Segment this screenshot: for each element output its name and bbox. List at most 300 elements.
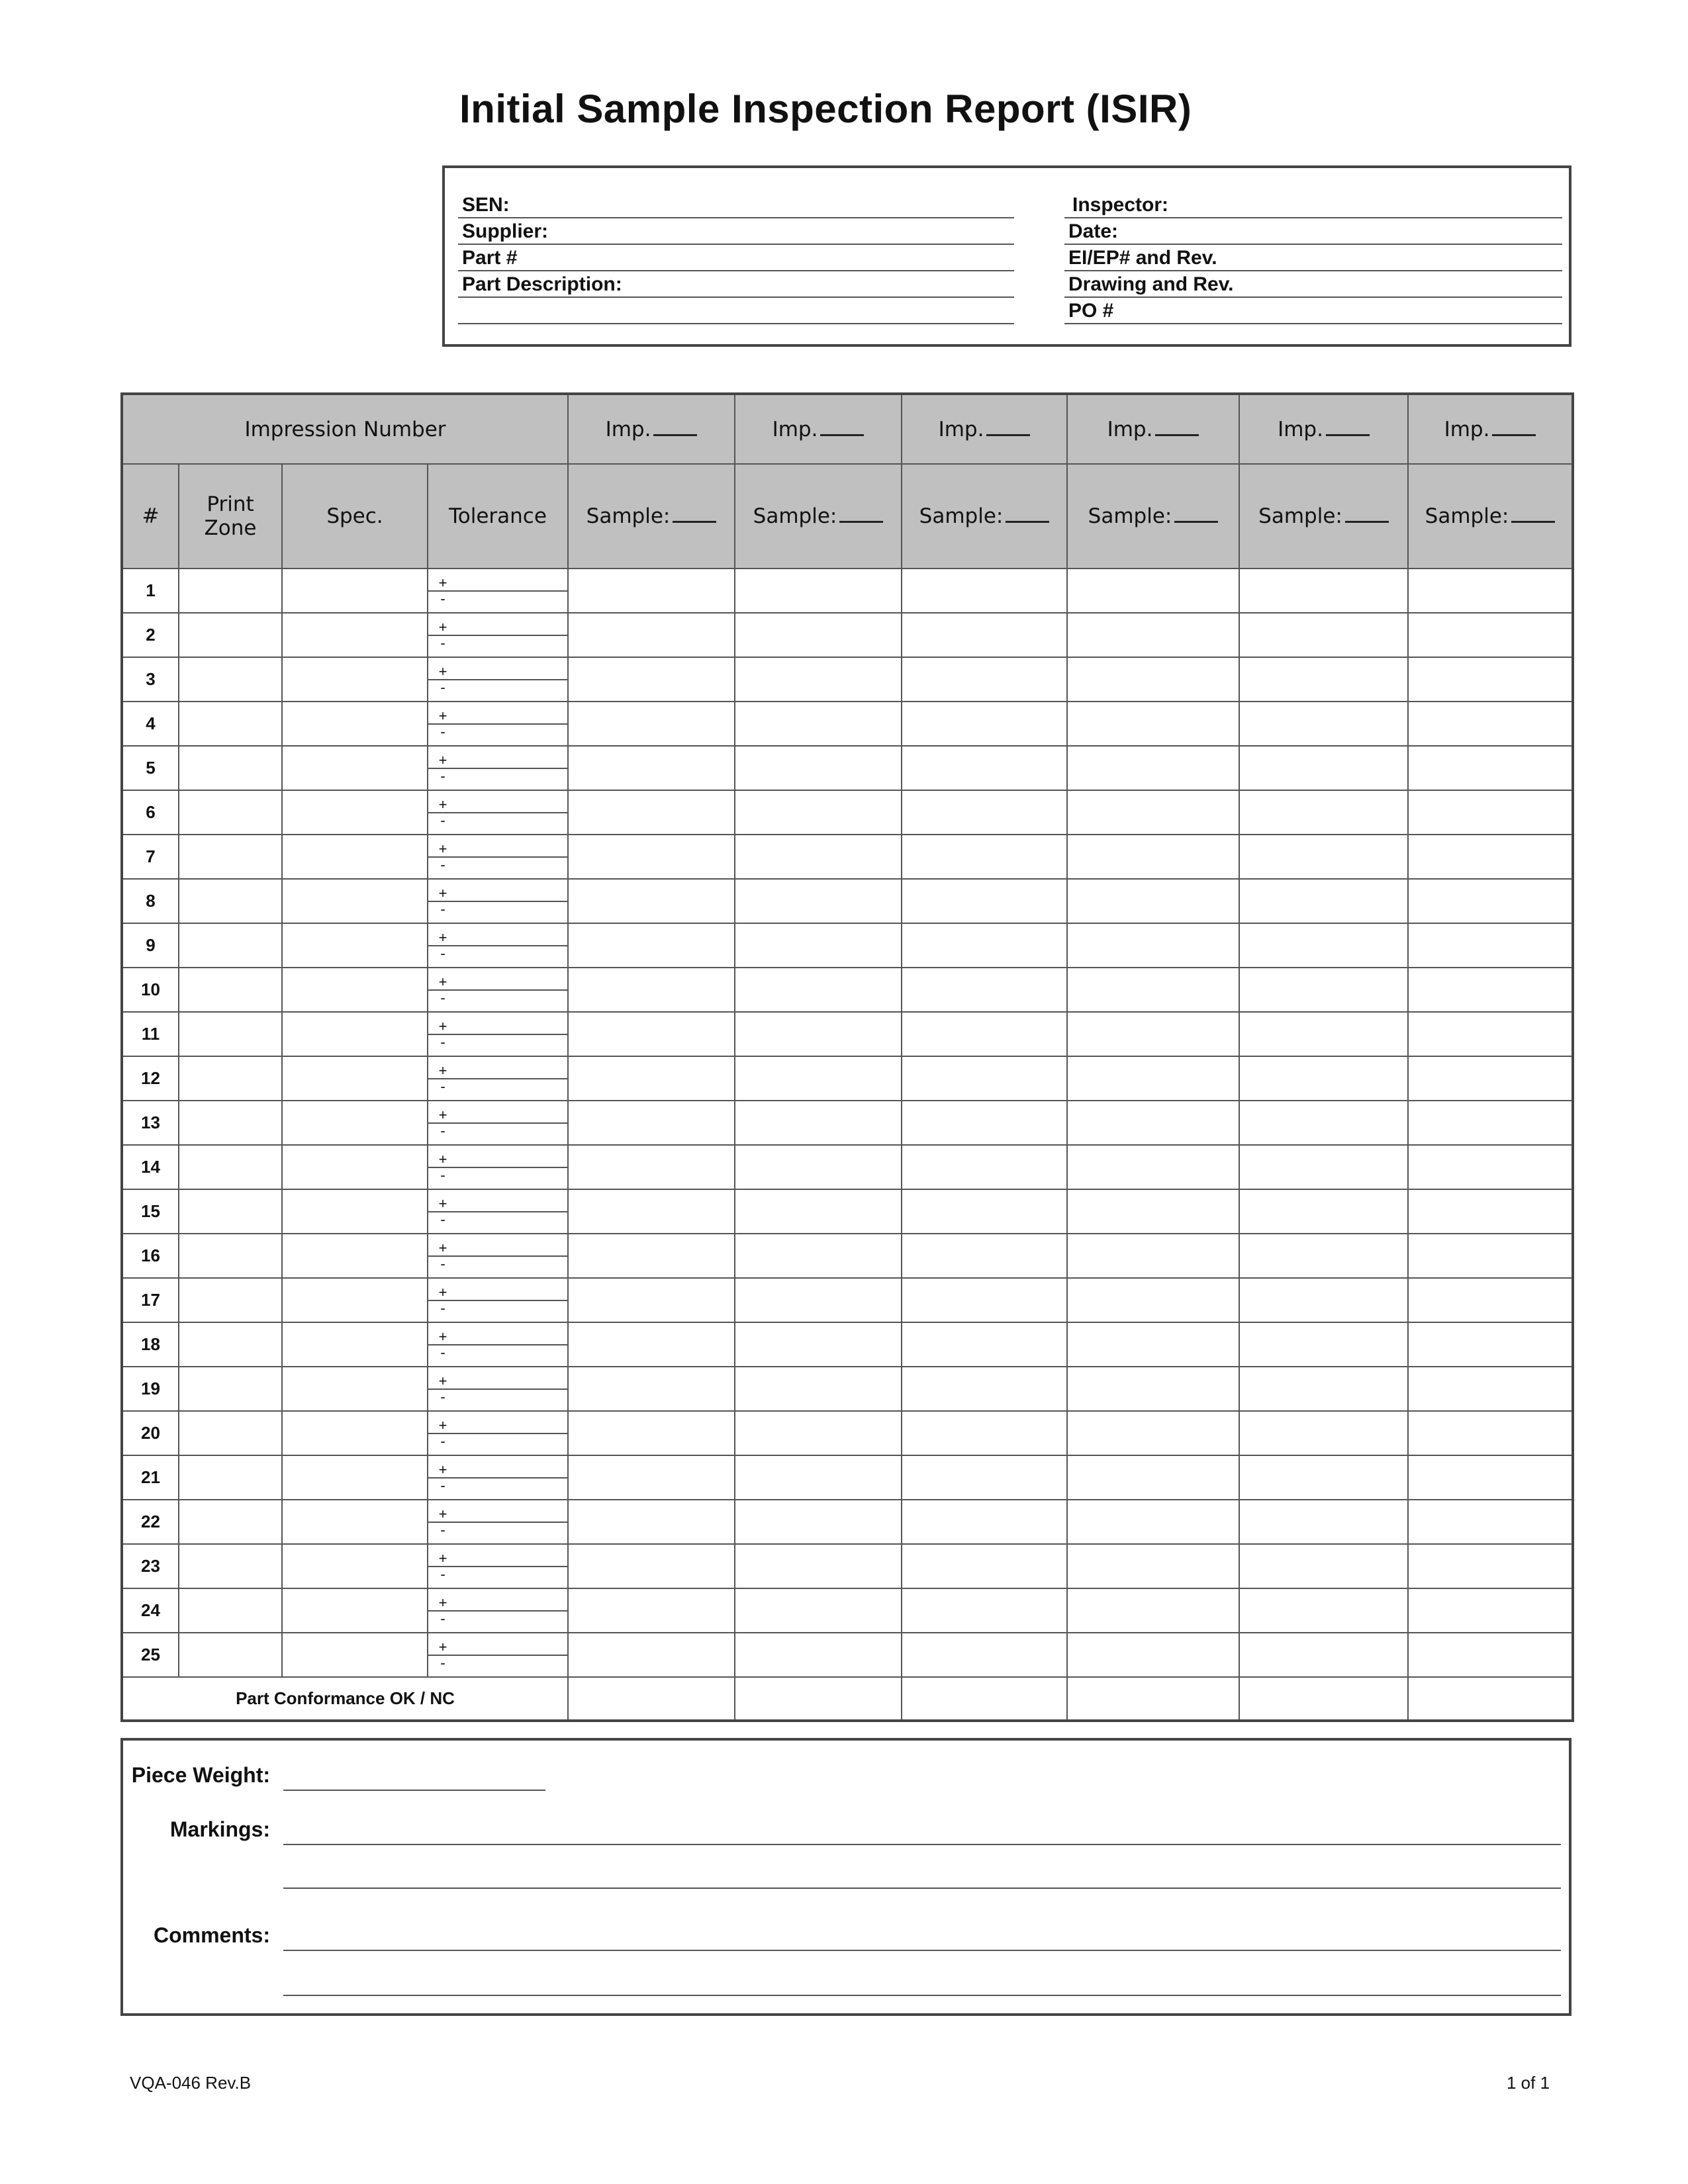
sample-cell[interactable] xyxy=(1067,879,1239,923)
date-field[interactable] xyxy=(1064,218,1562,245)
sample-cell[interactable] xyxy=(568,1500,735,1544)
sample-cell[interactable] xyxy=(1067,569,1239,613)
sample-cell[interactable] xyxy=(568,1012,735,1056)
sample-cell[interactable] xyxy=(1408,923,1573,968)
sample-cell[interactable] xyxy=(568,569,735,613)
plus-tolerance-input[interactable] xyxy=(457,975,567,990)
spec-cell[interactable] xyxy=(282,1322,428,1367)
sample-cell[interactable] xyxy=(735,1588,902,1633)
sample-cell[interactable] xyxy=(902,1588,1067,1633)
sample-cell[interactable] xyxy=(735,1367,902,1411)
imp-header-3[interactable] xyxy=(902,394,1067,464)
print-zone-cell[interactable] xyxy=(179,1056,282,1101)
sample-cell[interactable] xyxy=(902,879,1067,923)
sample-cell[interactable] xyxy=(902,1234,1067,1278)
sample-cell[interactable] xyxy=(735,1234,902,1278)
conformance-cell[interactable] xyxy=(568,1677,735,1721)
imp-header-5[interactable] xyxy=(1239,394,1408,464)
sample-cell[interactable] xyxy=(902,569,1067,613)
sample-cell[interactable] xyxy=(568,1278,735,1322)
sample-cell[interactable] xyxy=(1067,613,1239,657)
sample-cell[interactable] xyxy=(902,1500,1067,1544)
sample-cell[interactable] xyxy=(735,1322,902,1367)
sample-blank[interactable] xyxy=(1511,508,1555,523)
sample-cell[interactable] xyxy=(1067,968,1239,1012)
sample-cell[interactable] xyxy=(902,923,1067,968)
spec-cell[interactable] xyxy=(282,923,428,968)
sample-cell[interactable] xyxy=(902,1411,1067,1455)
sample-cell[interactable] xyxy=(1408,1278,1573,1322)
minus-tolerance-input[interactable] xyxy=(457,1167,567,1183)
print-zone-cell[interactable] xyxy=(179,923,282,968)
sample-cell[interactable] xyxy=(735,613,902,657)
sample-cell[interactable] xyxy=(1239,1278,1408,1322)
plus-tolerance-input[interactable] xyxy=(457,1507,567,1522)
print-zone-cell[interactable] xyxy=(179,1012,282,1056)
sample-cell[interactable] xyxy=(902,1189,1067,1234)
sample-cell[interactable] xyxy=(1239,1145,1408,1189)
sample-cell[interactable] xyxy=(902,1633,1067,1677)
sample-blank[interactable] xyxy=(839,508,883,523)
sample-cell[interactable] xyxy=(1239,1500,1408,1544)
sample-cell[interactable] xyxy=(1067,1322,1239,1367)
sen-field[interactable] xyxy=(458,192,1014,218)
print-zone-cell[interactable] xyxy=(179,1234,282,1278)
print-zone-cell[interactable] xyxy=(179,569,282,613)
spec-cell[interactable] xyxy=(282,1234,428,1278)
minus-tolerance-input[interactable] xyxy=(457,1655,567,1670)
sample-cell[interactable] xyxy=(1067,657,1239,702)
sample-cell[interactable] xyxy=(568,1234,735,1278)
minus-tolerance-input[interactable] xyxy=(457,680,567,695)
sample-cell[interactable] xyxy=(1408,702,1573,746)
sample-cell[interactable] xyxy=(1067,835,1239,879)
sample-cell[interactable] xyxy=(1408,1322,1573,1367)
sample-cell[interactable] xyxy=(1239,1322,1408,1367)
plus-tolerance-input[interactable] xyxy=(457,1152,567,1167)
sample-cell[interactable] xyxy=(1239,1012,1408,1056)
ei-ep-field[interactable] xyxy=(1064,245,1562,271)
print-zone-cell[interactable] xyxy=(179,1500,282,1544)
sample-cell[interactable] xyxy=(1408,1367,1573,1411)
sample-cell[interactable] xyxy=(568,1189,735,1234)
sample-cell[interactable] xyxy=(735,1145,902,1189)
plus-tolerance-input[interactable] xyxy=(457,1418,567,1433)
sample-cell[interactable] xyxy=(568,657,735,702)
print-zone-cell[interactable] xyxy=(179,1544,282,1588)
sample-header-3[interactable] xyxy=(902,464,1067,569)
minus-tolerance-input[interactable] xyxy=(457,1300,567,1316)
po-field[interactable] xyxy=(1064,298,1562,324)
imp-blank[interactable] xyxy=(820,421,864,436)
sample-cell[interactable] xyxy=(568,1056,735,1101)
plus-tolerance-input[interactable] xyxy=(457,1285,567,1300)
sample-cell[interactable] xyxy=(1239,790,1408,835)
sample-cell[interactable] xyxy=(1408,746,1573,790)
sample-cell[interactable] xyxy=(1067,923,1239,968)
print-zone-cell[interactable] xyxy=(179,879,282,923)
sample-cell[interactable] xyxy=(735,569,902,613)
plus-tolerance-input[interactable] xyxy=(457,753,567,768)
sample-cell[interactable] xyxy=(735,923,902,968)
sample-cell[interactable] xyxy=(1067,1056,1239,1101)
sample-header-4[interactable] xyxy=(1067,464,1239,569)
plus-tolerance-input[interactable] xyxy=(457,1640,567,1655)
print-zone-cell[interactable] xyxy=(179,1101,282,1145)
sample-cell[interactable] xyxy=(1239,923,1408,968)
plus-tolerance-input[interactable] xyxy=(457,886,567,901)
sample-cell[interactable] xyxy=(1408,1588,1573,1633)
sample-cell[interactable] xyxy=(1067,1012,1239,1056)
plus-tolerance-input[interactable] xyxy=(457,709,567,724)
sample-cell[interactable] xyxy=(902,1056,1067,1101)
print-zone-cell[interactable] xyxy=(179,1455,282,1500)
sample-cell[interactable] xyxy=(568,1544,735,1588)
sample-header-5[interactable] xyxy=(1239,464,1408,569)
spec-cell[interactable] xyxy=(282,968,428,1012)
minus-tolerance-input[interactable] xyxy=(457,990,567,1005)
print-zone-cell[interactable] xyxy=(179,1411,282,1455)
sample-cell[interactable] xyxy=(1408,613,1573,657)
sample-cell[interactable] xyxy=(568,1455,735,1500)
sample-cell[interactable] xyxy=(735,1189,902,1234)
sample-cell[interactable] xyxy=(1067,1278,1239,1322)
conformance-cell[interactable] xyxy=(1408,1677,1573,1721)
sample-cell[interactable] xyxy=(1239,835,1408,879)
sample-cell[interactable] xyxy=(1408,1101,1573,1145)
plus-tolerance-input[interactable] xyxy=(457,842,567,857)
plus-tolerance-input[interactable] xyxy=(457,797,567,813)
minus-tolerance-input[interactable] xyxy=(457,724,567,739)
part-number-field[interactable] xyxy=(458,245,1014,271)
sample-cell[interactable] xyxy=(1408,569,1573,613)
sample-cell[interactable] xyxy=(568,1367,735,1411)
imp-header-4[interactable] xyxy=(1067,394,1239,464)
spec-cell[interactable] xyxy=(282,1411,428,1455)
sample-cell[interactable] xyxy=(1067,746,1239,790)
sample-cell[interactable] xyxy=(1408,968,1573,1012)
part-description-line-2[interactable] xyxy=(458,298,1014,324)
sample-cell[interactable] xyxy=(1239,702,1408,746)
plus-tolerance-input[interactable] xyxy=(457,576,567,591)
sample-cell[interactable] xyxy=(568,1411,735,1455)
sample-cell[interactable] xyxy=(1067,1189,1239,1234)
spec-cell[interactable] xyxy=(282,1367,428,1411)
plus-tolerance-input[interactable] xyxy=(457,620,567,635)
sample-cell[interactable] xyxy=(735,1633,902,1677)
sample-cell[interactable] xyxy=(1239,1455,1408,1500)
sample-cell[interactable] xyxy=(735,968,902,1012)
spec-cell[interactable] xyxy=(282,702,428,746)
sample-cell[interactable] xyxy=(1408,1500,1573,1544)
sample-cell[interactable] xyxy=(1408,1056,1573,1101)
print-zone-cell[interactable] xyxy=(179,1633,282,1677)
sample-cell[interactable] xyxy=(735,1455,902,1500)
comments-field[interactable] xyxy=(283,1950,1561,1951)
print-zone-cell[interactable] xyxy=(179,1322,282,1367)
imp-header-2[interactable] xyxy=(735,394,902,464)
print-zone-cell[interactable] xyxy=(179,790,282,835)
sample-cell[interactable] xyxy=(568,1588,735,1633)
spec-cell[interactable] xyxy=(282,835,428,879)
sample-cell[interactable] xyxy=(902,835,1067,879)
sample-cell[interactable] xyxy=(1239,657,1408,702)
print-zone-cell[interactable] xyxy=(179,657,282,702)
sample-cell[interactable] xyxy=(568,1101,735,1145)
sample-cell[interactable] xyxy=(568,1145,735,1189)
sample-cell[interactable] xyxy=(1239,746,1408,790)
sample-cell[interactable] xyxy=(902,657,1067,702)
sample-cell[interactable] xyxy=(1239,1544,1408,1588)
plus-tolerance-input[interactable] xyxy=(457,1330,567,1345)
print-zone-cell[interactable] xyxy=(179,1145,282,1189)
spec-cell[interactable] xyxy=(282,879,428,923)
sample-cell[interactable] xyxy=(735,657,902,702)
sample-cell[interactable] xyxy=(735,746,902,790)
sample-cell[interactable] xyxy=(1239,1588,1408,1633)
minus-tolerance-input[interactable] xyxy=(457,1345,567,1360)
sample-cell[interactable] xyxy=(568,923,735,968)
sample-cell[interactable] xyxy=(568,702,735,746)
sample-cell[interactable] xyxy=(1239,1056,1408,1101)
spec-cell[interactable] xyxy=(282,1101,428,1145)
sample-cell[interactable] xyxy=(1239,1189,1408,1234)
sample-blank[interactable] xyxy=(1006,508,1049,523)
drawing-field[interactable] xyxy=(1064,271,1562,298)
sample-cell[interactable] xyxy=(568,835,735,879)
sample-cell[interactable] xyxy=(568,613,735,657)
plus-tolerance-input[interactable] xyxy=(457,1241,567,1256)
sample-cell[interactable] xyxy=(1239,968,1408,1012)
minus-tolerance-input[interactable] xyxy=(457,1123,567,1138)
print-zone-cell[interactable] xyxy=(179,1588,282,1633)
row-number: 2 xyxy=(122,613,179,657)
sample-cell[interactable] xyxy=(902,1544,1067,1588)
sample-cell[interactable] xyxy=(902,968,1067,1012)
markings-field[interactable] xyxy=(283,1844,1561,1845)
sample-cell[interactable] xyxy=(735,1012,902,1056)
sample-cell[interactable] xyxy=(735,1411,902,1455)
inspector-field[interactable] xyxy=(1064,192,1562,218)
sample-cell[interactable] xyxy=(735,879,902,923)
sample-cell[interactable] xyxy=(735,702,902,746)
minus-tolerance-input[interactable] xyxy=(457,635,567,651)
sample-cell[interactable] xyxy=(1408,1633,1573,1677)
conformance-cell[interactable] xyxy=(1067,1677,1239,1721)
minus-tolerance-input[interactable] xyxy=(457,1212,567,1227)
print-zone-cell[interactable] xyxy=(179,1367,282,1411)
sample-blank[interactable] xyxy=(1174,508,1218,523)
conformance-cell[interactable] xyxy=(1239,1677,1408,1721)
minus-tolerance-input[interactable] xyxy=(457,1256,567,1271)
plus-tolerance-input[interactable] xyxy=(457,931,567,946)
minus-tolerance-input[interactable] xyxy=(457,857,567,872)
sample-cell[interactable] xyxy=(568,746,735,790)
spec-cell[interactable] xyxy=(282,746,428,790)
minus-tolerance-input[interactable] xyxy=(457,768,567,784)
sample-cell[interactable] xyxy=(902,1012,1067,1056)
sample-cell[interactable] xyxy=(735,1101,902,1145)
plus-tolerance-input[interactable] xyxy=(457,1596,567,1611)
sample-cell[interactable] xyxy=(1239,1367,1408,1411)
sample-cell[interactable] xyxy=(568,1322,735,1367)
sample-cell[interactable] xyxy=(1067,1544,1239,1588)
minus-tolerance-input[interactable] xyxy=(457,1611,567,1626)
sample-cell[interactable] xyxy=(1067,1411,1239,1455)
sample-cell[interactable] xyxy=(1067,1588,1239,1633)
spec-cell[interactable] xyxy=(282,613,428,657)
spec-cell[interactable] xyxy=(282,657,428,702)
conformance-cell[interactable] xyxy=(735,1677,902,1721)
conformance-cell[interactable] xyxy=(902,1677,1067,1721)
minus-tolerance-input[interactable] xyxy=(457,1567,567,1582)
sample-cell[interactable] xyxy=(902,702,1067,746)
print-zone-cell[interactable] xyxy=(179,702,282,746)
sample-cell[interactable] xyxy=(1408,1411,1573,1455)
print-zone-cell[interactable] xyxy=(179,1278,282,1322)
spec-cell[interactable] xyxy=(282,569,428,613)
spec-cell[interactable] xyxy=(282,1012,428,1056)
sample-cell[interactable] xyxy=(568,968,735,1012)
minus-tolerance-input[interactable] xyxy=(457,946,567,961)
sample-cell[interactable] xyxy=(902,1145,1067,1189)
sample-cell[interactable] xyxy=(1067,1633,1239,1677)
minus-tolerance-input[interactable] xyxy=(457,591,567,606)
sample-cell[interactable] xyxy=(735,1544,902,1588)
sample-cell[interactable] xyxy=(1239,1234,1408,1278)
markings-field-line-2[interactable] xyxy=(283,1888,1561,1889)
sample-cell[interactable] xyxy=(902,746,1067,790)
plus-tolerance-input[interactable] xyxy=(457,1197,567,1212)
print-zone-cell[interactable] xyxy=(179,613,282,657)
sample-cell[interactable] xyxy=(1067,1234,1239,1278)
spec-cell[interactable] xyxy=(282,1588,428,1633)
sample-cell[interactable] xyxy=(1408,1234,1573,1278)
imp-header-1[interactable] xyxy=(568,394,735,464)
piece-weight-field[interactable] xyxy=(283,1790,545,1791)
spec-cell[interactable] xyxy=(282,1056,428,1101)
minus-tolerance-input[interactable] xyxy=(457,1478,567,1493)
part-description-field[interactable] xyxy=(458,271,1014,298)
plus-tolerance-input[interactable] xyxy=(457,1374,567,1389)
sample-label: Sample: xyxy=(753,504,837,528)
spec-cell[interactable] xyxy=(282,1500,428,1544)
print-zone-cell[interactable] xyxy=(179,968,282,1012)
sample-cell[interactable] xyxy=(1067,1367,1239,1411)
plus-tolerance-input[interactable] xyxy=(457,1064,567,1079)
sample-blank[interactable] xyxy=(1345,508,1389,523)
sample-cell[interactable] xyxy=(902,790,1067,835)
sample-cell[interactable] xyxy=(735,1500,902,1544)
sample-cell[interactable] xyxy=(568,879,735,923)
sample-cell[interactable] xyxy=(902,1278,1067,1322)
print-zone-cell[interactable] xyxy=(179,746,282,790)
minus-tolerance-input[interactable] xyxy=(457,1522,567,1537)
minus-tolerance-input[interactable] xyxy=(457,1079,567,1094)
imp-header-6[interactable] xyxy=(1408,394,1573,464)
sample-cell[interactable] xyxy=(1067,1500,1239,1544)
plus-tolerance-input[interactable] xyxy=(457,1463,567,1478)
sample-cell[interactable] xyxy=(735,1056,902,1101)
sample-header-1[interactable] xyxy=(568,464,735,569)
header-info-box xyxy=(442,165,1571,347)
row-number: 22 xyxy=(122,1500,179,1544)
sample-cell[interactable] xyxy=(1408,657,1573,702)
sample-cell[interactable] xyxy=(902,1322,1067,1367)
minus-tolerance-input[interactable] xyxy=(457,901,567,917)
print-zone-cell[interactable] xyxy=(179,1189,282,1234)
imp-blank[interactable] xyxy=(1155,421,1199,436)
imp-blank[interactable] xyxy=(653,421,697,436)
print-zone-cell[interactable] xyxy=(179,835,282,879)
spec-cell[interactable] xyxy=(282,1544,428,1588)
sample-cell[interactable] xyxy=(1239,1411,1408,1455)
sample-cell[interactable] xyxy=(1067,1101,1239,1145)
sample-cell[interactable] xyxy=(568,1633,735,1677)
sample-cell[interactable] xyxy=(1408,1145,1573,1189)
spec-cell[interactable] xyxy=(282,1145,428,1189)
sample-cell[interactable] xyxy=(1239,1633,1408,1677)
sample-cell[interactable] xyxy=(1408,1544,1573,1588)
plus-tolerance-input[interactable] xyxy=(457,1108,567,1123)
comments-field-line-2[interactable] xyxy=(283,1995,1561,1996)
sample-cell[interactable] xyxy=(1408,835,1573,879)
sample-header-6[interactable] xyxy=(1408,464,1573,569)
spec-cell[interactable] xyxy=(282,790,428,835)
sample-cell[interactable] xyxy=(1239,879,1408,923)
sample-header-2[interactable] xyxy=(735,464,902,569)
sample-blank[interactable] xyxy=(673,508,716,523)
spec-cell[interactable] xyxy=(282,1189,428,1234)
sample-cell[interactable] xyxy=(568,790,735,835)
sample-cell[interactable] xyxy=(1408,879,1573,923)
imp-blank[interactable] xyxy=(1492,421,1536,436)
supplier-field[interactable] xyxy=(458,218,1014,245)
sample-cell[interactable] xyxy=(1067,1145,1239,1189)
imp-blank[interactable] xyxy=(1326,421,1370,436)
sample-cell[interactable] xyxy=(1408,790,1573,835)
sample-cell[interactable] xyxy=(735,835,902,879)
sample-cell[interactable] xyxy=(1239,1101,1408,1145)
sample-cell[interactable] xyxy=(1239,613,1408,657)
sample-cell[interactable] xyxy=(1408,1012,1573,1056)
sample-cell[interactable] xyxy=(902,1101,1067,1145)
spec-cell[interactable] xyxy=(282,1455,428,1500)
minus-sign: - xyxy=(440,723,445,740)
spec-cell[interactable] xyxy=(282,1633,428,1677)
sample-cell[interactable] xyxy=(902,1455,1067,1500)
plus-tolerance-input[interactable] xyxy=(457,1551,567,1567)
sample-cell[interactable] xyxy=(735,1278,902,1322)
minus-tolerance-input[interactable] xyxy=(457,1433,567,1449)
spec-cell[interactable] xyxy=(282,1278,428,1322)
sample-cell[interactable] xyxy=(1408,1189,1573,1234)
sample-cell[interactable] xyxy=(902,613,1067,657)
sample-cell[interactable] xyxy=(1067,790,1239,835)
plus-tolerance-input[interactable] xyxy=(457,1019,567,1034)
sample-cell[interactable] xyxy=(1067,1455,1239,1500)
sample-cell[interactable] xyxy=(735,790,902,835)
minus-tolerance-input[interactable] xyxy=(457,813,567,828)
sample-cell[interactable] xyxy=(1239,569,1408,613)
minus-tolerance-input[interactable] xyxy=(457,1034,567,1050)
sample-cell[interactable] xyxy=(1408,1455,1573,1500)
sample-cell[interactable] xyxy=(1067,702,1239,746)
imp-blank[interactable] xyxy=(986,421,1030,436)
plus-tolerance-input[interactable] xyxy=(457,664,567,680)
sample-cell[interactable] xyxy=(902,1367,1067,1411)
minus-tolerance-input[interactable] xyxy=(457,1389,567,1404)
